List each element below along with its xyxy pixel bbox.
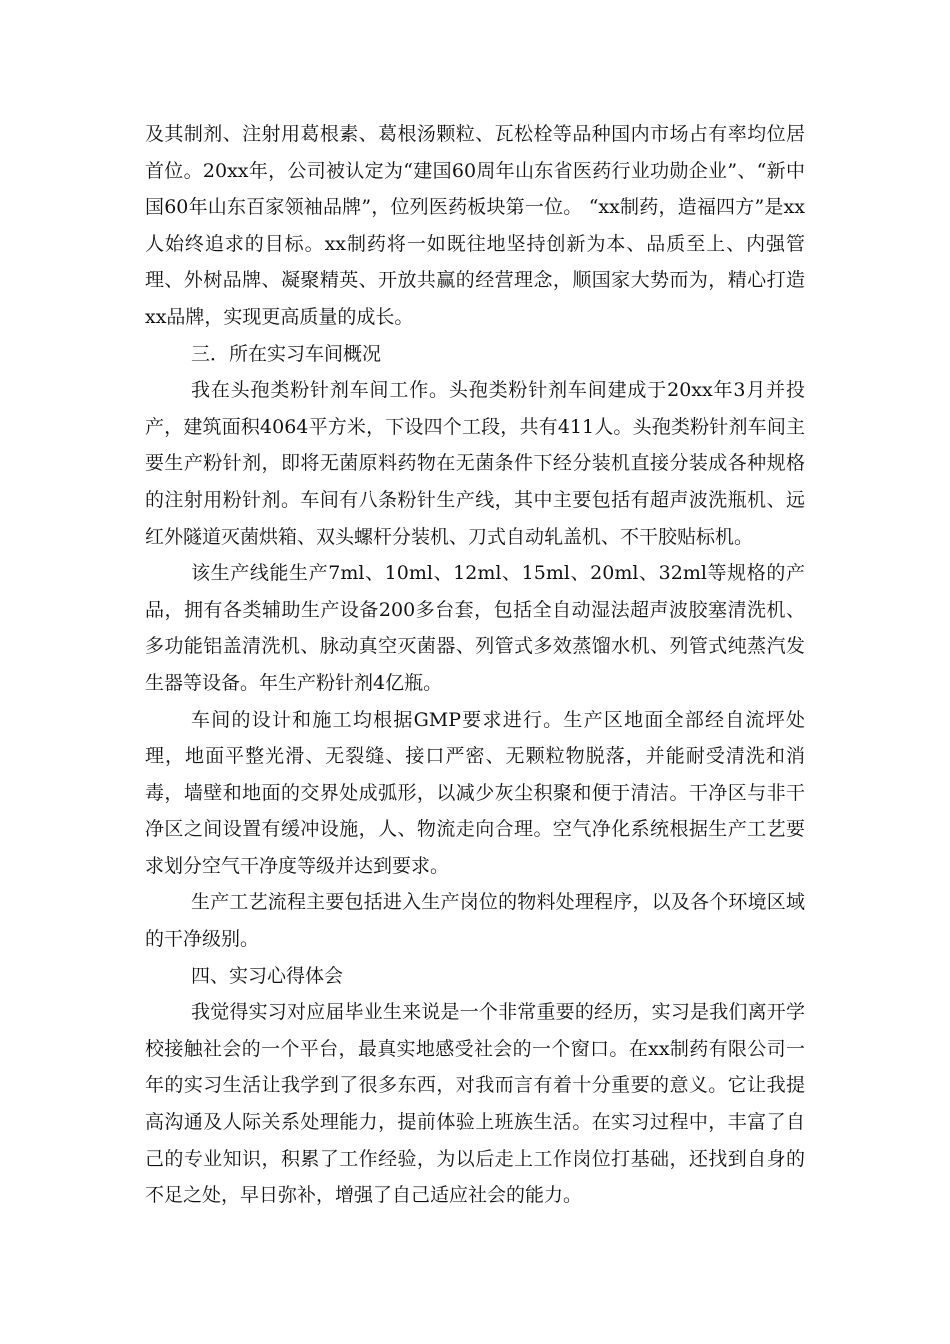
document-body: [145, 116, 805, 1214]
paragraph-process-flow: 生产工艺流程主要包括进入生产岗位的物料处理程序，以及各个环境区域的干净级别。: [145, 891, 805, 951]
section-three-heading: 三．所在实习车间概况: [191, 342, 382, 365]
paragraph-internship-reflection: 我觉得实习对应届毕业生来说是一个非常重要的经历，实习是我们离开学校接触社会的一个平台，最真实地感受社会的一个窗口。在xx制药有限公司一年的实习生活让我学到了很多东西，对我而言有着十分重要的意义。它让我提高沟通及人际关系处理能力，提前体验上班族生活。在实习过程中，丰富了自己的专业知识，积累了工作经验，为以后走上工作岗位打基础，还找到自身的不足之处，早日弥补，增强了自己适应社会的能力。: [145, 1001, 805, 1207]
paragraph-production-capacity: 该生产线能生产7ml、10ml、12ml、15ml、20ml、32ml等规格的产品，拥有各类辅助生产设备200多台套，包括全自动湿法超声波胶塞清洗机、多功能铝盖清洗机、脉动真空灭菌器、列管式多效蒸馏水机、列管式纯蒸汽发生器等设备。年生产粉针剂4亿瓶。: [145, 562, 805, 694]
paragraph-workshop-overview: 我在头孢类粉针剂车间工作。头孢类粉针剂车间建成于20xx年3月并投产，建筑面积4064平方米，下设四个工段，共有411人。头孢类粉针剂车间主要生产粉针剂，即将无菌原料药物在无菌条件下经分装机直接分装成各种规格的注射用粉针剂。车间有八条粉针生产线，其中主要包括有超声波洗瓶机、远红外隧道灭菌烘箱、双头螺杆分装机、刀式自动轧盖机、不干胶贴标机。: [145, 379, 805, 548]
section-four-heading: 四、实习心得体会: [191, 964, 344, 987]
paragraph-gmp-design: 车间的设计和施工均根据GMP要求进行。生产区地面全部经自流坪处理，地面平整光滑、无裂缝、接口严密、无颗粒物脱落，并能耐受清洗和消毒，墙壁和地面的交界处成弧形，以减少灰尘积聚和便于清洁。干净区与非干净区之间设置有缓冲设施，人、物流走向合理。空气净化系统根据生产工艺要求划分空气干净度等级并达到要求。: [145, 708, 805, 877]
paragraph-company-intro: 及其制剂、注射用葛根素、葛根汤颗粒、瓦松栓等品种国内市场占有率均位居首位。20xx年，公司被认定为“建国60周年山东省医药行业功勋企业”、“新中国60年山东百家领袖品牌”，位列医药板块第一位。 “xx制药，造福四方”是xx人始终追求的目标。xx制药将一如既往地坚持创新为本、品质至上、内强管理、外树品牌、凝聚精英、开放共赢的经营理念，顺国家大势而为，精心打造xx品牌，实现更高质量的成长。: [145, 123, 805, 328]
